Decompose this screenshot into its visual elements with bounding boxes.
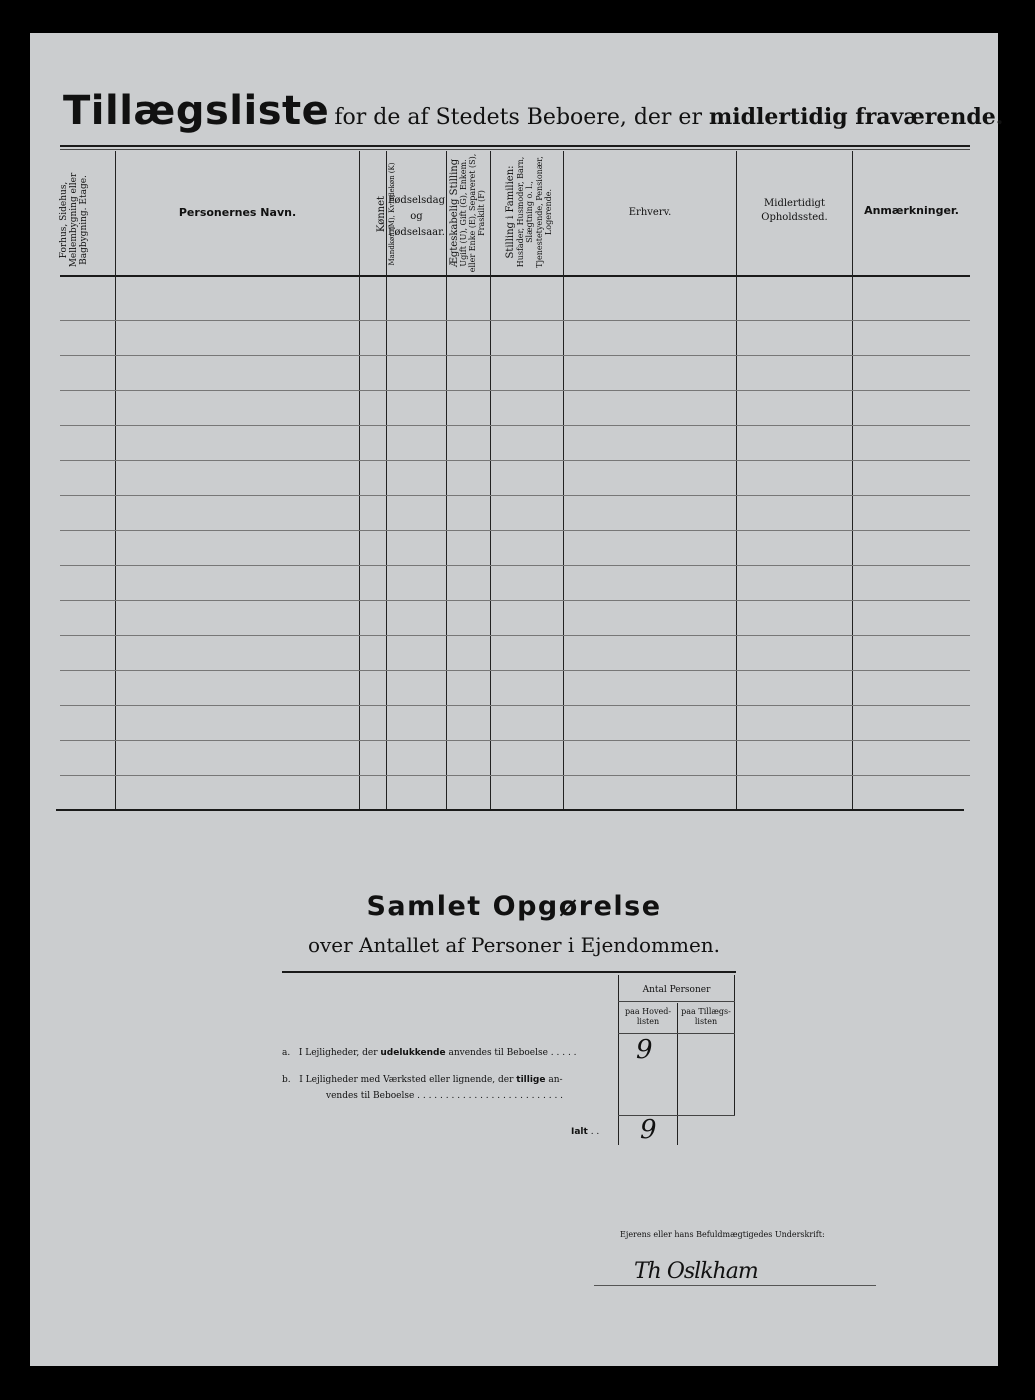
col-header-anm: Anmærkninger. <box>864 204 959 217</box>
row-a-value: 9 <box>636 1035 653 1065</box>
table-row <box>60 460 970 461</box>
col-tillaegslisten: paa Tillægs- listen <box>681 1007 731 1026</box>
col-header-erhverv: Erhverv. <box>628 207 672 218</box>
col-header-koen: Kønnet Mandkøn (M), Kvindekøn (K) <box>376 162 396 266</box>
col-line <box>490 151 491 811</box>
antal-header: Antal Personer <box>642 985 711 995</box>
col-line <box>446 151 447 811</box>
table-row <box>60 775 970 776</box>
col-header-stilling: Stilling i Familien: Husfader, Husmoder, Barn, Slægtning o. l., Tjenestetyende, Pensionær, Logerende. <box>505 156 553 268</box>
col-line <box>359 151 360 811</box>
col-header-foedsel: Fødselsdag og Fødselsaar. <box>388 195 445 238</box>
summary-line <box>618 1033 735 1034</box>
table-row <box>60 320 970 321</box>
row-b-line2: vendes til Beboelse . . . . . . . . . . . . . . . . . . . . . . . . . . <box>326 1091 564 1101</box>
table-row <box>60 530 970 531</box>
summary-rule <box>282 971 736 973</box>
col-line <box>115 151 116 811</box>
row-a: a. I Lejligheder, der udelukkende anvendes til Beboelse . . . . . <box>282 1048 577 1058</box>
summary-subtitle: over Antallet af Personer i Ejendommen. <box>307 933 721 957</box>
summary-line <box>618 1001 735 1002</box>
table-row <box>60 495 970 496</box>
summary-title: Samlet Opgørelse <box>366 891 662 922</box>
table-row <box>60 565 970 566</box>
col-line <box>852 151 853 811</box>
col-header-aegteskab: Ægteskabelig Stilling Ugift (U), Gift (G), Enkem. eller Enke (E), Separeret (S), Fraskilt (F) <box>449 153 486 273</box>
col-line <box>736 151 737 811</box>
table-row <box>60 635 970 636</box>
title-subtitle: for de af Stedets Beboere, der er midlertidig fraværende. <box>334 104 1004 130</box>
col-header-navn: Personernes Navn. <box>178 206 297 219</box>
summary-line <box>618 1115 735 1116</box>
signature-line <box>594 1285 876 1286</box>
ialt-label: Ialt . . <box>571 1127 600 1137</box>
table-row <box>60 390 970 391</box>
table-bottom-rule <box>56 809 964 811</box>
table-row <box>60 740 970 741</box>
table-row <box>60 705 970 706</box>
table-row <box>60 355 970 356</box>
table-row <box>60 670 970 671</box>
col-hovedlisten: paa Hoved- listen <box>624 1007 672 1026</box>
title-main: Tillægsliste <box>63 88 330 134</box>
col-header-etage: Forhus, Sidehus, Mellembygning eller Bagbygning. Etage. <box>59 172 89 268</box>
table-row <box>60 600 970 601</box>
form-title <box>63 88 1003 134</box>
signature-label: Ejerens eller hans Befuldmægtigedes Underskrift: <box>620 1230 825 1239</box>
census-form-page <box>30 33 1004 1366</box>
summary-col-line <box>734 975 735 1115</box>
signature: Th Oslkham <box>634 1259 758 1284</box>
row-b: b. I Lejligheder med Værksted eller lignende, der tillige an- <box>282 1075 563 1085</box>
ialt-value: 9 <box>640 1115 657 1145</box>
table-row <box>60 425 970 426</box>
col-header-ophold: Midlertidigt Opholdssted. <box>761 198 828 223</box>
